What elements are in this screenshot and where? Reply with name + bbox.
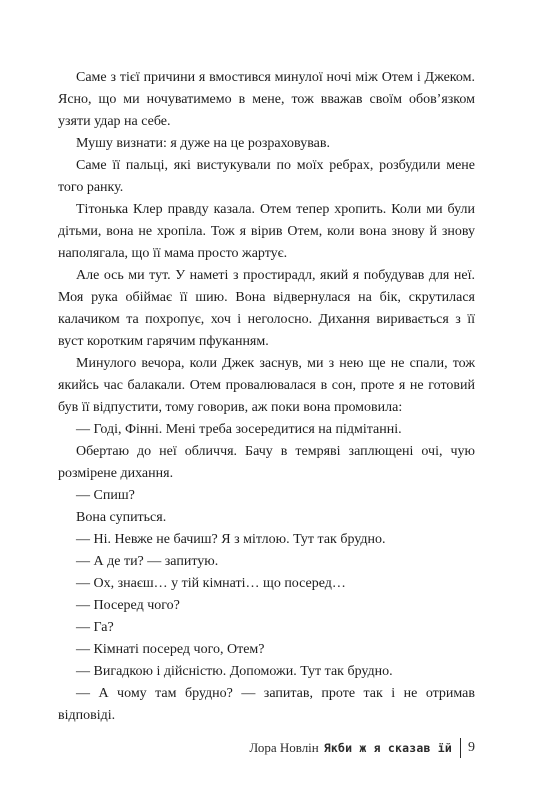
paragraph: — А чому там брудно? — запитав, проте так і не отримав відповіді. <box>58 686 475 723</box>
paragraph: — Ох, знаєш… у тій кімнаті… що посеред… <box>76 576 346 591</box>
paragraph: Вона супиться. <box>76 510 167 525</box>
paragraph: Минулого вечора, коли Джек заснув, ми з нею ще не спали, тож якийсь час балакали. Отем провалювалася в сон, проте я не готовий був її відпустити, тому говорив, аж поки вона промовила: <box>58 356 475 415</box>
footer-author: Лора Новлін <box>249 740 319 755</box>
paragraph: — А де ти? — запитую. <box>76 554 219 569</box>
page-number: 9 <box>468 740 475 755</box>
paragraph: Обертаю до неї обличчя. Бачу в темряві заплющені очі, чую розмірене дихання. <box>58 444 475 481</box>
paragraph: — Га? <box>76 620 114 635</box>
paragraph: — Посеред чого? <box>76 598 180 613</box>
paragraph: Саме з тієї причини я вмостився минулої ночі між Отем і Джеком. Ясно, що ми ночуватимемо в мене, тож вважав своїм обов’язком узяти удар на себе. <box>58 70 475 129</box>
paragraph: Але ось ми тут. У наметі з простирадл, який я побудував для неї. Моя рука обіймає її шию. Вона відвернулася на бік, скрутилася калачиком та похропує, хоч і неголосно. Дихання виривається з її вуст коротким гарячим пфуканням. <box>58 268 475 349</box>
body-text <box>58 67 475 727</box>
paragraph: — Вигадкою і дійсністю. Допоможи. Тут так брудно. <box>76 664 393 679</box>
paragraph: Саме її пальці, які вистукували по моїх ребрах, розбудили мене того ранку. <box>58 158 475 195</box>
paragraph: Тітонька Клер правду казала. Отем тепер хропить. Коли ми були дітьми, вона не хропіла. Тож я вірив Отем, коли вона знову й знову наполягала, що її мама просто жартує. <box>58 202 475 261</box>
paragraph: — Годі, Фінні. Мені треба зосередитися на підмітанні. <box>76 422 402 437</box>
footer-book-title: Якби ж я сказав їй <box>323 741 452 755</box>
paragraph: — Кімнаті посеред чого, Отем? <box>76 642 265 657</box>
footer-divider <box>460 738 461 758</box>
paragraph: Мушу визнати: я дуже на це розраховував. <box>76 136 330 151</box>
running-footer <box>249 738 475 758</box>
paragraph: — Спиш? <box>76 488 135 503</box>
paragraph: — Ні. Невже не бачиш? Я з мітлою. Тут так брудно. <box>76 532 386 547</box>
